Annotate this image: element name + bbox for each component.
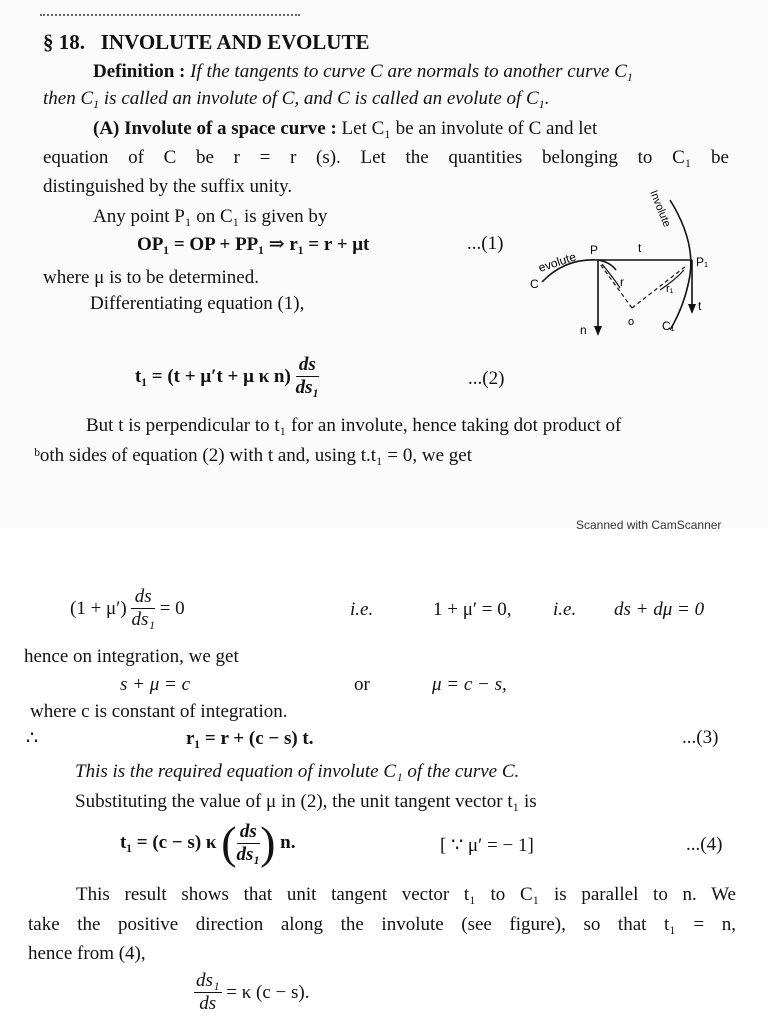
involute-evolute-figure	[520, 180, 750, 350]
equation-C: ds + dμ = 0	[614, 599, 705, 620]
radius-vector-r1	[632, 266, 686, 308]
equation-5-den: ds	[199, 993, 217, 1014]
ie-2: i.e.	[553, 599, 577, 620]
involute-curve	[670, 200, 691, 330]
equation-3-ref: ...(3)	[682, 727, 719, 748]
equation-A-fraction	[131, 586, 155, 631]
equation-A-lhs: (1 + μ′)	[70, 597, 127, 619]
definition-sub-1: 1	[626, 70, 633, 84]
partA-line-1-rest: Let C₁ be an involute of C and let	[336, 118, 598, 139]
equation-A-den: ds₁	[131, 609, 155, 630]
part2-line-7: hence from (4),	[28, 943, 146, 964]
label-C1: C₁	[662, 319, 675, 333]
definition-line-1	[93, 60, 633, 89]
label-n: n	[580, 323, 587, 337]
equation-A-rhs: = 0	[159, 597, 185, 619]
equation-A-num: ds	[131, 586, 155, 609]
equation-3: r₁ = r + (c − s) t.	[186, 728, 314, 749]
label-t: t	[638, 241, 642, 255]
partA-line-4: Any point P₁ on C₁ is given by	[93, 206, 328, 227]
left-paren: (	[221, 817, 237, 868]
equation-5-rhs: = κ (c − s).	[226, 981, 310, 1003]
equation-E: μ = c − s,	[432, 674, 507, 695]
definition-sub-2a: 1	[93, 97, 100, 111]
equation-5-fraction	[194, 970, 222, 1015]
section-number: § 18.	[43, 30, 85, 54]
equation-2	[135, 354, 319, 399]
cutoff-top-line	[40, 14, 300, 19]
scanner-watermark: Scanned with CamScanner	[576, 518, 722, 532]
part2-line-5: This result shows that unit tangent vector t₁ to C₁ is parallel to n. We	[76, 884, 736, 905]
label-involute: Involute	[647, 188, 673, 229]
label-r1: r₁	[666, 283, 674, 295]
part2-line-4: Substituting the value of μ in (2), the unit tangent vector t₁ is	[75, 791, 537, 812]
section-heading	[43, 30, 369, 54]
normal-arrowhead	[594, 326, 602, 336]
equation-A	[70, 586, 185, 631]
equation-D: s + μ = c	[120, 674, 191, 695]
equation-1-ref: ...(1)	[467, 233, 504, 254]
equation-4-lhs: t₁ = (c − s) κ	[120, 832, 217, 853]
equation-2-lhs: t₁ = (t + μ′t + μ κ n)	[135, 365, 291, 387]
radius-vector-r	[600, 264, 632, 308]
partA-heading: (A) Involute of a space curve :	[93, 118, 337, 139]
definition-text-1: If the tangents to curve C are normals to another curve C	[190, 61, 627, 82]
label-P: P	[590, 243, 599, 257]
label-r: r	[620, 275, 624, 289]
partA-line-5: where μ is to be determined.	[43, 267, 259, 288]
equation-5-num: ds₁	[196, 970, 220, 991]
equation-4-num: ds	[237, 821, 261, 844]
partA-line-7: But t is perpendicular to t₁ for an involute, hence taking dot product of	[86, 415, 622, 436]
tangent-down-arrowhead	[688, 304, 696, 314]
label-t-down: t	[698, 299, 702, 313]
definition-label: Definition :	[93, 61, 186, 82]
part2-line-6: take the positive direction along the involute (see figure), so that t₁ = n,	[28, 914, 736, 935]
right-paren: )	[260, 817, 276, 868]
equation-1: OP₁ = OP + PP₁ ⇒ r₁ = r + μt	[137, 234, 370, 255]
equation-4	[120, 817, 296, 868]
label-P1: P₁	[696, 255, 709, 269]
arc-r	[602, 264, 620, 288]
partA-line-1	[93, 117, 728, 141]
partA-line-8: ᵇoth sides of equation (2) with t and, using t.t₁ = 0, we get	[34, 445, 472, 466]
equation-4-rhs: n.	[280, 832, 296, 853]
therefore-symbol: ∴	[26, 728, 39, 749]
equation-2-den: ds₁	[295, 377, 320, 398]
equation-2-num: ds	[296, 354, 320, 377]
ie-1: i.e.	[350, 599, 374, 620]
partA-line-6: Differentiating equation (1),	[90, 293, 305, 314]
definition-text-2b: is called an involute of C, and C is called an evolute of C	[99, 88, 539, 109]
equation-2-fraction	[296, 354, 320, 399]
definition-sub-2b: 1	[538, 97, 545, 111]
partA-line-3: distinguished by the suffix unity.	[43, 176, 293, 197]
definition-line-2	[43, 87, 549, 116]
part2-line-3: This is the required equation of involute C₁ of the curve C.	[75, 761, 520, 782]
equation-4-den: ds₁	[236, 843, 261, 865]
equation-B: 1 + μ′ = 0,	[433, 599, 512, 620]
partA-line-2: equation of C be r = r (s). Let the quantities belonging to C₁ be	[43, 147, 729, 168]
label-evolute: evolute	[536, 249, 578, 275]
equation-4-ref: ...(4)	[686, 834, 723, 855]
definition-text-2a: then C	[43, 88, 94, 109]
equation-2-ref: ...(2)	[468, 368, 505, 389]
or-word: or	[354, 674, 370, 695]
equation-4-fraction	[237, 821, 261, 866]
equation-5	[194, 970, 310, 1015]
label-C: C	[530, 277, 539, 291]
section-title: INVOLUTE AND EVOLUTE	[100, 30, 370, 54]
label-o: o	[628, 316, 635, 328]
definition-text-2c: .	[544, 88, 550, 109]
equation-4-note: [ ∵ μ′ = − 1]	[440, 835, 534, 856]
part2-line-1: hence on integration, we get	[24, 646, 239, 667]
part2-line-2: where c is constant of integration.	[30, 701, 288, 722]
